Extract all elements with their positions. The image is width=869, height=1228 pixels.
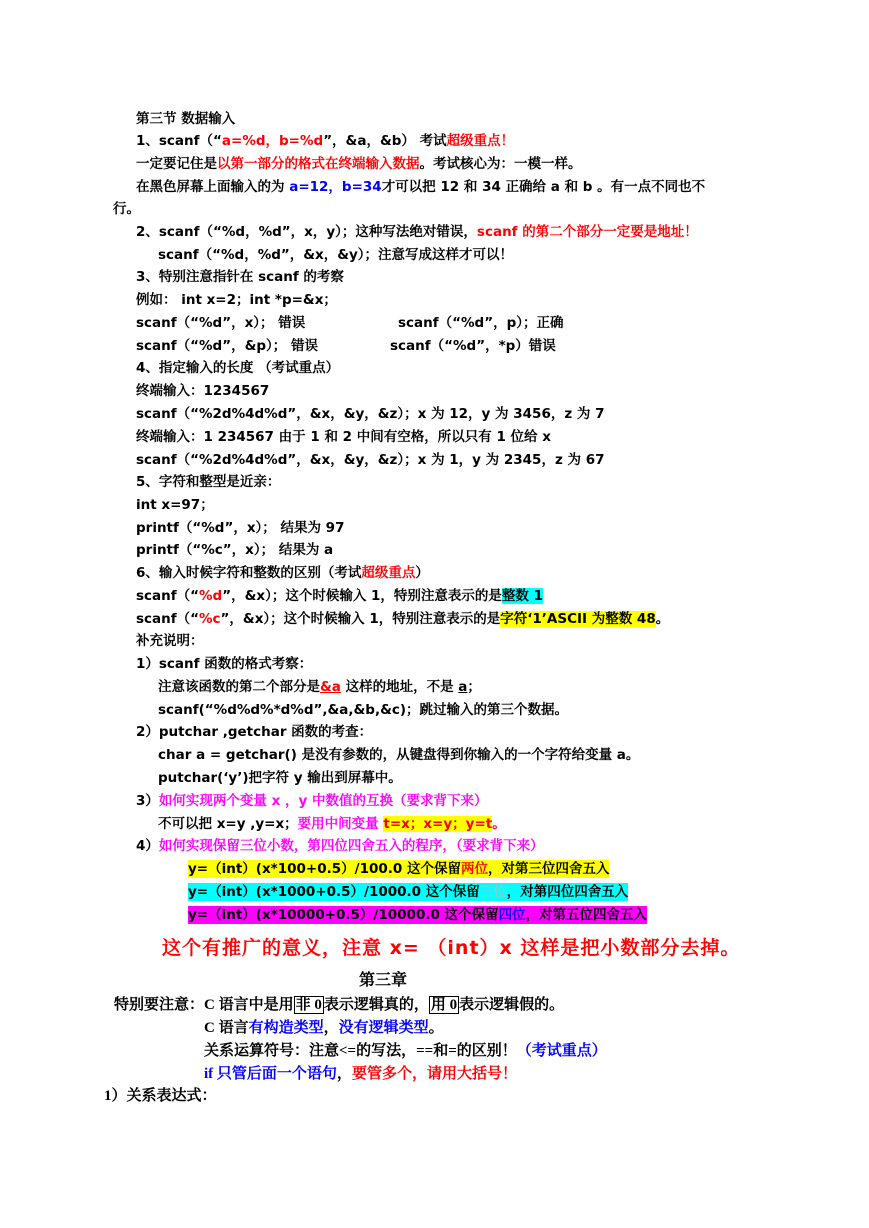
text: y=（int）(x*10000+0.5）/10000.0 这个保留 <box>188 907 499 923</box>
supplement-heading: 补充说明： <box>136 633 204 649</box>
places-label: 四位 <box>498 907 526 923</box>
code-line: printf（“%c”，x）； 结果为 a <box>136 542 334 558</box>
text: 一定要记住是 <box>136 156 217 172</box>
relational-note <box>204 1042 607 1060</box>
text: y=（int）(x*100+0.5）/100.0 这个保留 <box>188 861 461 877</box>
format-highlight: %d <box>199 588 223 604</box>
difference-heading <box>136 564 429 582</box>
text: 3） <box>136 793 159 809</box>
text: 。考试核心为：一模一样。 <box>419 156 582 172</box>
address-highlight: &a <box>320 679 341 695</box>
skip-input-line: scanf(“%d%d%*d%d”,&a,&b,&c)；跳过输入的第三个数据。 <box>158 702 569 718</box>
terminal-input-1: 终端输入：1234567 <box>136 383 270 399</box>
blue-text: 有构造类型 <box>248 1020 324 1036</box>
example-line: 例如： int x=2；int *p=&x； <box>136 292 337 308</box>
section-title: 第三节 数据输入 <box>136 111 236 127</box>
text: 才可以把 12 和 34 正确给 a 和 b 。有一点不同也不 <box>381 179 706 195</box>
pointer-note: 3、特别注意指针在 scanf 的考察 <box>136 269 344 285</box>
swap-line <box>158 815 506 833</box>
places-label: 两位 <box>460 861 488 877</box>
relational-expr-heading: 1）关系表达式： <box>104 1088 217 1104</box>
text: C 语言 <box>204 1020 249 1036</box>
type-note <box>204 1019 444 1037</box>
text: 这样的地址，不是 <box>340 679 459 695</box>
text: 4） <box>136 838 159 854</box>
format-highlight: a=%d，b=%d <box>221 133 324 149</box>
text: 不可以把 x=y ,y=x； <box>158 816 298 832</box>
key-phrase: 以第一部分的格式在终端输入数据 <box>217 156 420 172</box>
pointer-example-1a: scanf（“%d”，x）； 错误 <box>136 315 306 331</box>
pointer-example-2b: scanf（“%d”，*p）错误 <box>390 338 556 354</box>
key-point: （考试重点） <box>516 1043 607 1059</box>
text: ， <box>323 1020 339 1036</box>
getchar-line: char a = getchar() 是没有参数的，从键盘得到你输入的一个字符给变量 a。 <box>158 747 640 763</box>
text: 2、scanf（“%d，%d”，x，y）；这种写法绝对错误， <box>136 224 477 240</box>
length-example-2: scanf（“%2d%4d%d”，&x，&y，&z）；x 为 1，y 为 2345，z 为 67 <box>136 452 605 468</box>
rounding-three-places <box>188 883 628 901</box>
text: 表示逻辑假的。 <box>459 997 565 1013</box>
places-label: 三位 <box>479 884 507 900</box>
underlined-text: a <box>458 679 468 695</box>
code-line: printf（“%d”，x）； 结果为 97 <box>136 520 345 536</box>
remember-line <box>136 155 582 173</box>
sub-heading: 2）putchar ,getchar 函数的考查： <box>136 724 373 740</box>
highlight-cyan: 整数 1 <box>501 588 544 604</box>
code-line: int x=97； <box>136 497 214 513</box>
blue-text: if 只管后面一个语句 <box>204 1066 337 1082</box>
correct-usage-line: scanf（“%d，%d”，&x，&y）；注意写成这样才可以！ <box>158 247 514 263</box>
text: ”，&a，&b） 考试 <box>323 133 447 149</box>
text: 关系运算符号：注意<=的写法，==和=的区别！ <box>204 1043 517 1059</box>
text: ； <box>467 679 481 695</box>
input-example-line <box>136 178 705 196</box>
format-highlight: %c <box>199 611 221 627</box>
rounding-four-places <box>188 906 647 924</box>
pointer-example-1b: scanf（“%d”，p）；正确 <box>398 315 564 331</box>
text: 表示逻辑真的， <box>323 997 429 1013</box>
generalization-note: 这个有推广的意义，注意 x= （int）x 这样是把小数部分去掉。 <box>162 937 741 959</box>
magenta-text: 要用中间变量 <box>297 816 384 832</box>
text: ） <box>415 565 429 581</box>
scanf-format-line <box>136 132 514 150</box>
text: 。 <box>655 611 670 627</box>
length-heading: 4、指定输入的长度 （考试重点） <box>136 360 340 376</box>
highlight-yellow: 字符‘1’ASCII 为整数 48 <box>500 611 656 627</box>
text: 。 <box>492 816 506 832</box>
if-note <box>204 1065 517 1083</box>
text: ，对第五位四舍五入 <box>525 907 648 923</box>
text: 。 <box>428 1020 444 1036</box>
terminal-input-2: 终端输入：1 234567 由于 1 和 2 中间有空格，所以只有 1 位给 x <box>136 429 551 445</box>
text: 注意该函数的第二个部分是 <box>158 679 320 695</box>
magenta-text: 如何实现两个变量 x ，y 中数值的互换（要求背下来） <box>158 793 488 809</box>
char-int-heading: 5、字符和整型是近亲： <box>136 474 281 490</box>
chapter-title: 第三章 <box>359 972 408 989</box>
continuation: 行。 <box>113 201 140 217</box>
scanf-char-line <box>136 610 669 628</box>
key-point: 超级重点 <box>361 565 416 581</box>
highlight-yellow: t=x；x=y；y=t <box>383 816 493 832</box>
text: 特别要注意：C 语言中是用 <box>114 997 294 1013</box>
text: scanf（“ <box>136 588 200 604</box>
putchar-line: putchar(‘y’)把字符 y 输出到屏幕中。 <box>158 770 402 786</box>
boxed-text: 非 0 <box>295 997 322 1013</box>
text: ， <box>336 1066 352 1082</box>
key-point: 超级重点！ <box>446 133 515 149</box>
pointer-example-2a: scanf（“%d”，&p）； 错误 <box>136 338 318 354</box>
text: 1、scanf（“ <box>136 133 222 149</box>
sub-heading: 1）scanf 函数的格式考察： <box>136 656 313 672</box>
text: 6、输入时候字符和整数的区别（考试 <box>136 565 362 581</box>
rounding-two-places <box>188 860 609 878</box>
boxed-text: 用 0 <box>430 997 458 1013</box>
length-example-1: scanf（“%2d%4d%d”，&x，&y，&z）；x 为 12，y 为 3456，z 为 7 <box>136 406 605 422</box>
red-text: 要管多个，请用大括号！ <box>351 1066 517 1082</box>
blue-text: 没有逻辑类型 <box>338 1020 429 1036</box>
text: ”，&x）；这个时候输入 1，特别注意表示的是 <box>220 611 501 627</box>
text: 在黑色屏幕上面输入的为 <box>136 179 290 195</box>
wrong-usage-line <box>136 223 698 241</box>
text: y=（int）(x*1000+0.5）/1000.0 这个保留 <box>188 884 480 900</box>
scanf-int-line <box>136 587 543 605</box>
text: ，对第四位四舍五入 <box>506 884 629 900</box>
input-value: a=12，b=34 <box>289 179 382 195</box>
text: ”，&x）；这个时候输入 1，特别注意表示的是 <box>222 588 502 604</box>
key-phrase: scanf 的第二个部分一定要是地址！ <box>476 224 698 240</box>
logic-note <box>114 996 564 1014</box>
text: ，对第三位四舍五入 <box>487 861 610 877</box>
rounding-heading <box>136 837 544 855</box>
text: scanf（“ <box>136 611 200 627</box>
swap-heading <box>136 792 488 810</box>
address-note <box>158 678 481 696</box>
magenta-text: 如何实现保留三位小数，第四位四舍五入的程序，（要求背下来） <box>158 838 544 854</box>
